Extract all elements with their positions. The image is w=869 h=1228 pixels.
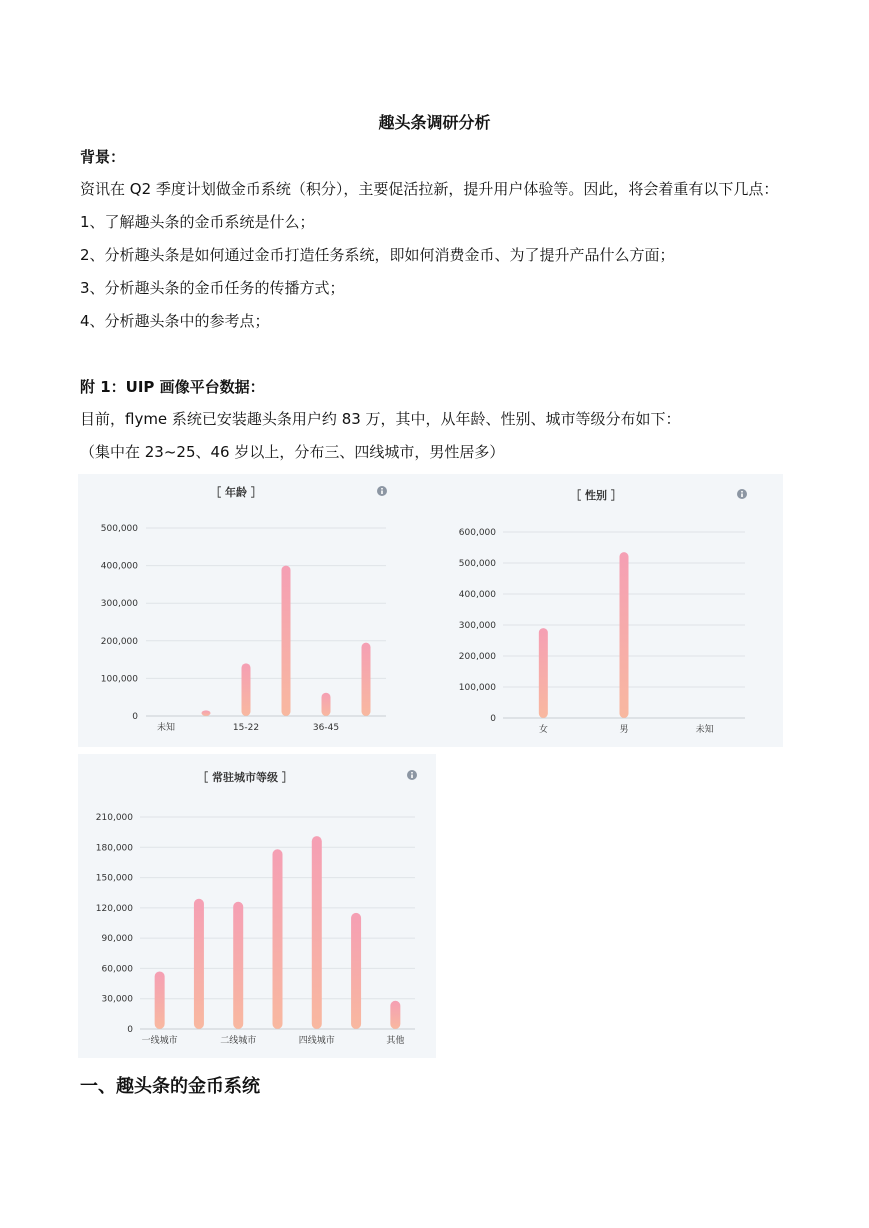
bar[interactable] xyxy=(233,902,243,1029)
x-tick-label: 未知 xyxy=(156,723,176,733)
gender-chart xyxy=(430,474,783,747)
document-title: 趣头条调研分析 xyxy=(378,113,491,132)
bar[interactable] xyxy=(322,693,331,716)
bar[interactable] xyxy=(194,899,204,1029)
point-3: 3、分析趣头条的金币任务的传播方式； xyxy=(80,279,345,297)
y-tick-label: 600,000 xyxy=(458,528,496,538)
bar[interactable] xyxy=(273,849,283,1029)
y-tick-label: 200,000 xyxy=(458,652,496,662)
y-tick-label: 0 xyxy=(127,1025,133,1035)
info-icon[interactable] xyxy=(377,486,387,496)
age-chart xyxy=(78,474,430,747)
intro-paragraph: 资讯在 Q2 季度计划做金币系统（积分），主要促活拉新，提升用户体验等。因此，将会着重有以下几点： xyxy=(80,180,779,198)
x-tick-label: 女 xyxy=(538,725,548,735)
y-tick-label: 210,000 xyxy=(95,813,133,823)
bar[interactable] xyxy=(390,1001,400,1029)
appendix-note: （集中在 23~25、46 岁以上，分布三、四线城市，男性居多） xyxy=(80,443,505,461)
y-tick-label: 60,000 xyxy=(101,964,133,975)
info-icon[interactable] xyxy=(407,770,417,780)
x-tick-label: 36-45 xyxy=(312,723,340,733)
y-tick-label: 300,000 xyxy=(458,621,496,631)
y-tick-label: 30,000 xyxy=(101,994,133,1005)
point-1: 1、了解趣头条的金币系统是什么； xyxy=(80,213,315,231)
gender-chart-panel xyxy=(430,474,783,747)
x-tick-label: 男 xyxy=(619,725,629,735)
y-tick-label: 150,000 xyxy=(95,873,133,884)
y-tick-label: 100,000 xyxy=(458,683,496,693)
y-tick-label: 200,000 xyxy=(100,636,138,647)
bar[interactable] xyxy=(362,643,371,716)
y-tick-label: 400,000 xyxy=(100,561,138,572)
section-1-heading: 一、趣头条的金币系统 xyxy=(80,1076,260,1097)
y-tick-label: 120,000 xyxy=(95,903,133,914)
y-tick-label: 180,000 xyxy=(95,843,133,854)
bar[interactable] xyxy=(312,836,322,1029)
bar[interactable] xyxy=(351,913,361,1029)
bar[interactable] xyxy=(620,552,629,718)
x-tick-label: 一线城市 xyxy=(141,1036,178,1046)
x-tick-label: 未知 xyxy=(695,725,714,735)
y-tick-label: 300,000 xyxy=(100,599,138,610)
chart-title: ［ 性别 ］ xyxy=(570,489,622,502)
x-tick-label: 其他 xyxy=(386,1036,405,1046)
city-tier-chart xyxy=(78,754,436,1058)
y-tick-label: 100,000 xyxy=(100,674,138,685)
bar[interactable] xyxy=(282,566,291,716)
y-tick-label: 400,000 xyxy=(458,590,496,600)
city-tier-chart-panel xyxy=(78,754,436,1058)
x-tick-label: 四线城市 xyxy=(298,1036,335,1046)
bar[interactable] xyxy=(202,710,211,716)
x-tick-label: 二线城市 xyxy=(220,1036,257,1046)
y-tick-label: 500,000 xyxy=(458,559,496,569)
x-tick-label: 15-22 xyxy=(232,723,260,733)
info-icon[interactable] xyxy=(737,489,747,499)
bar[interactable] xyxy=(539,628,548,718)
chart-title: ［ 年龄 ］ xyxy=(210,486,262,499)
chart-title: ［ 常驻城市等级 ］ xyxy=(197,771,293,784)
point-2: 2、分析趣头条是如何通过金币打造任务系统，即如何消费金币、为了提升产品什么方面； xyxy=(80,246,675,264)
bar[interactable] xyxy=(155,971,165,1029)
y-tick-label: 90,000 xyxy=(101,934,133,945)
y-tick-label: 500,000 xyxy=(100,524,138,534)
appendix-heading: 附 1：UIP 画像平台数据： xyxy=(80,378,265,396)
age-chart-panel xyxy=(78,474,430,747)
y-tick-label: 0 xyxy=(490,714,496,724)
point-4: 4、分析趣头条中的参考点； xyxy=(80,312,270,330)
bar[interactable] xyxy=(242,663,251,716)
appendix-text: 目前，flyme 系统已安装趣头条用户约 83 万，其中，从年龄、性别、城市等级分布如下： xyxy=(80,410,681,428)
background-heading: 背景： xyxy=(80,148,126,166)
y-tick-label: 0 xyxy=(132,712,138,722)
